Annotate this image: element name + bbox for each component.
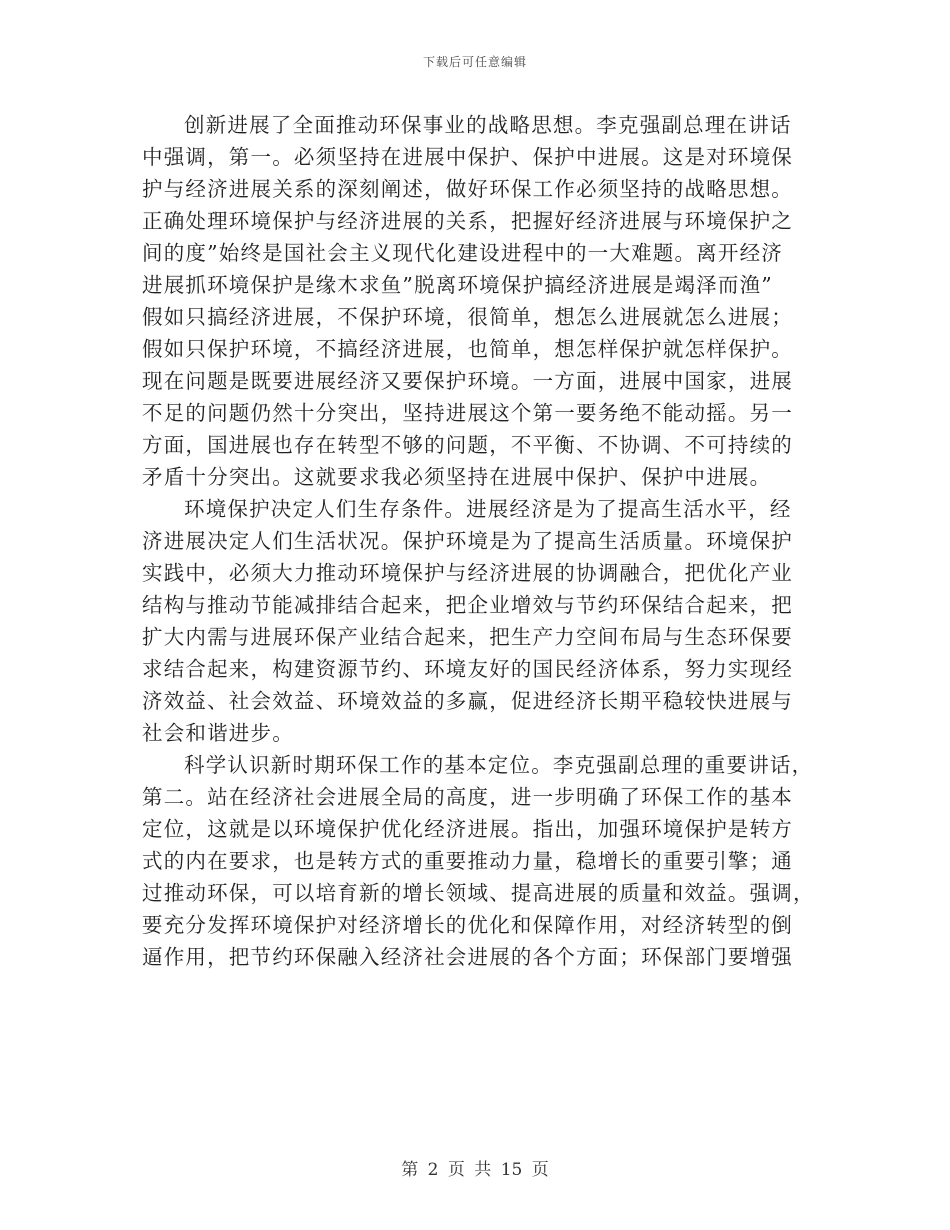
paragraph-line: 方面，国进展也存在转型不够的问题，不平衡、不协调、不可持续的 xyxy=(142,433,793,457)
paragraph-line: 科学认识新时期环保工作的基本定位。李克强副总理的重要讲话， xyxy=(184,753,814,777)
paragraph-line: 求结合起来，构建资源节约、环境友好的国民经济体系，努力实现经 xyxy=(142,657,793,681)
paragraph-line: 中强调，第一。必须坚持在进展中保护、保护中进展。这是对环境保 xyxy=(142,145,793,169)
paragraph-line: 创新进展了全面推动环保事业的战略思想。李克强副总理在讲话 xyxy=(184,113,792,137)
paragraph-line: 第二。站在经济社会进展全局的高度，进一步明确了环保工作的基本 xyxy=(142,785,793,809)
paragraph-line: 结构与推动节能减排结合起来，把企业增效与节约环保结合起来，把 xyxy=(142,593,793,617)
paragraph-line: 扩大内需与进展环保产业结合起来，把生产力空间布局与生态环保要 xyxy=(142,625,793,649)
document-body xyxy=(142,109,815,973)
page-number-footer: 第 2 页 共 15 页 xyxy=(401,1160,549,1180)
paragraph-2 xyxy=(142,493,808,749)
paragraph-line: 假如只保护环境，不搞经济进展，也简单，想怎样保护就怎样保护。 xyxy=(142,337,793,361)
paragraph-line: 定位，这就是以环境保护优化经济进展。指出，加强环境保护是转方 xyxy=(142,817,793,841)
paragraph-line: 要充分发挥环境保护对经济增长的优化和保障作用，对经济转型的倒 xyxy=(142,913,793,937)
paragraph-line: 假如只搞经济进展，不保护环境，很简单，想怎么进展就怎么进展； xyxy=(142,305,793,329)
paragraph-line: 社会和谐进步。 xyxy=(142,721,294,745)
paragraph-line: 环境保护决定人们生存条件。进展经济是为了提高生活水平，经 xyxy=(184,497,792,521)
paragraph-line: 间的度”始终是国社会主义现代化建设进程中的一大难题。离开经济 xyxy=(142,241,783,265)
paragraph-line: 进展抓环境保护是缘木求鱼”脱离环境保护搞经济进展是竭泽而渔” xyxy=(142,273,773,297)
paragraph-line: 逼作用，把节约环保融入经济社会进展的各个方面；环保部门要增强 xyxy=(142,945,793,969)
paragraph-line: 式的内在要求，也是转方式的重要推动力量，稳增长的重要引擎；通 xyxy=(142,849,793,873)
paragraph-line: 济进展决定人们生活状况。保护环境是为了提高生活质量。环境保护 xyxy=(142,529,793,553)
paragraph-line: 正确处理环境保护与经济进展的关系，把握好经济进展与环境保护之 xyxy=(142,209,793,233)
paragraph-line: 不足的问题仍然十分突出，坚持进展这个第一要务绝不能动摇。另一 xyxy=(142,401,793,425)
paragraph-line: 实践中，必须大力推动环境保护与经济进展的协调融合，把优化产业 xyxy=(142,561,793,585)
paragraph-1 xyxy=(142,109,808,493)
paragraph-line: 过推动环保，可以培育新的增长领域、提高进展的质量和效益。强调， xyxy=(142,881,815,905)
paragraph-line: 现在问题是既要进展经济又要保护环境。一方面，进展中国家，进展 xyxy=(142,369,793,393)
paragraph-line: 济效益、社会效益、环境效益的多赢，促进经济长期平稳较快进展与 xyxy=(142,689,793,713)
page-header: 下载后可任意编辑 xyxy=(422,55,527,69)
paragraph-line: 护与经济进展关系的深刻阐述，做好环保工作必须坚持的战略思想。 xyxy=(142,177,793,201)
paragraph-line: 矛盾十分突出。这就要求我必须坚持在进展中保护、保护中进展。 xyxy=(142,465,772,489)
paragraph-3 xyxy=(142,749,815,973)
